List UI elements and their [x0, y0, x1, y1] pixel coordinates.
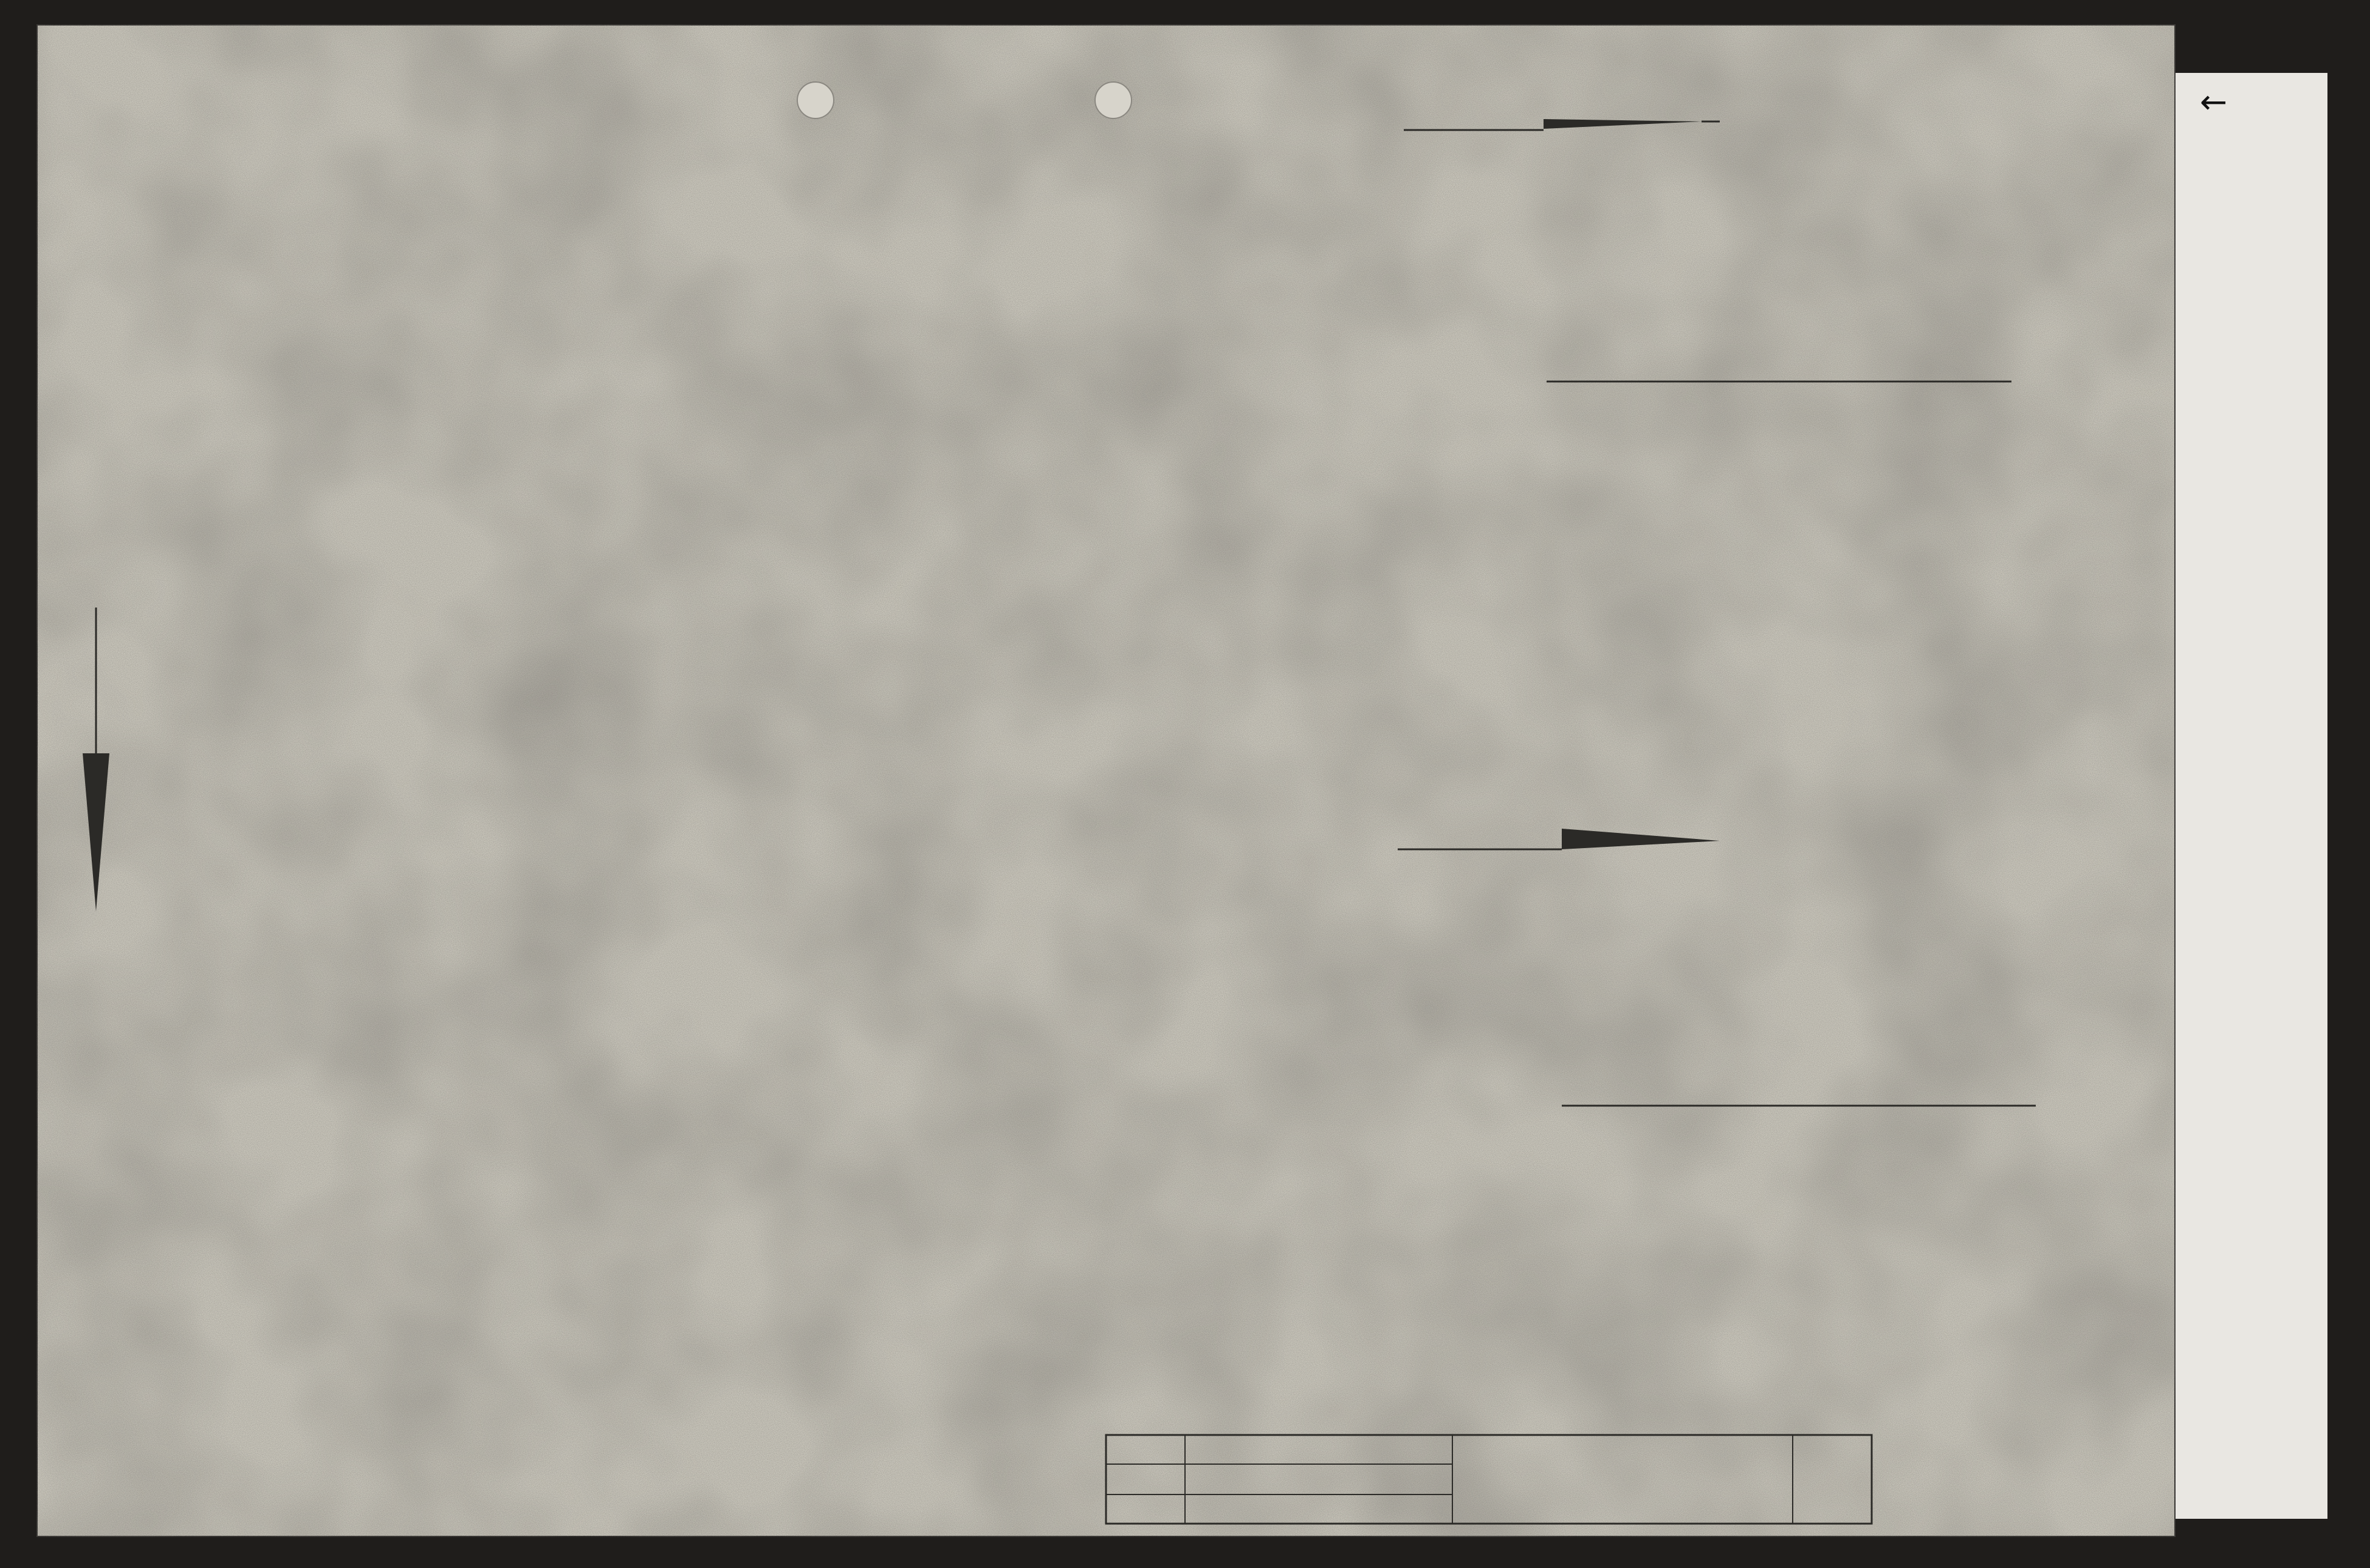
arrow-icon: ← — [2200, 83, 2228, 121]
punch-hole — [1095, 82, 1132, 118]
color-calibration-target — [2176, 73, 2327, 1519]
punch-hole — [797, 82, 834, 118]
time-settlement-chart — [1404, 119, 2011, 382]
load-axis-arrow — [1562, 829, 1720, 849]
vertical-axis-title — [83, 608, 109, 911]
title-block — [1106, 1435, 1872, 1524]
time-axis-arrow — [1544, 119, 1702, 129]
load-settlement-chart — [1398, 829, 2036, 1106]
settlement-axis-arrow — [83, 753, 109, 911]
